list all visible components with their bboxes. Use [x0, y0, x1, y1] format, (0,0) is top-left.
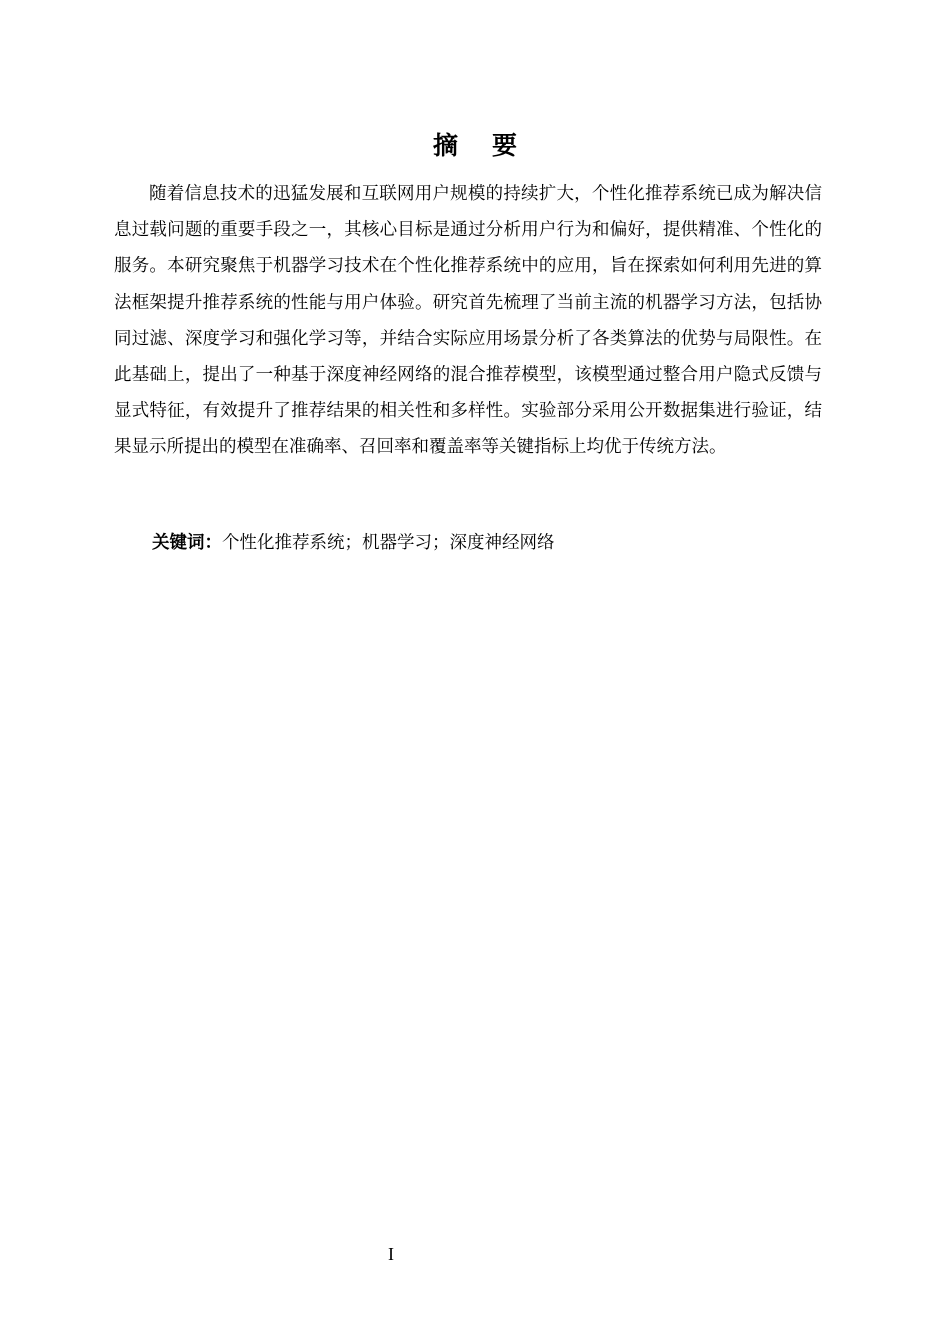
- keywords-items: 个性化推荐系统；机器学习；深度神经网络: [222, 533, 555, 553]
- keywords-line: [152, 525, 555, 561]
- page-number: I: [388, 1244, 394, 1264]
- keywords-label: 关键词：: [152, 533, 222, 553]
- abstract-title: 摘要: [432, 131, 551, 160]
- abstract-body: 随着信息技术的迅猛发展和互联网用户规模的持续扩大，个性化推荐系统已成为解决信息过载问题的重要手段之一，其核心目标是通过分析用户行为和偏好，提供精准、个性化的服务。本研究聚焦于机器学习技术在个性化推荐系统中的应用，旨在探索如何利用先进的算法框架提升推荐系统的性能与用户体验。研究首先梳理了当前主流的机器学习方法，包括协同过滤、深度学习和强化学习等，并结合实际应用场景分析了各类算法的优势与局限性。在此基础上，提出了一种基于深度神经网络的混合推荐模型，该模型通过整合用户隐式反馈与显式特征，有效提升了推荐结果的相关性和多样性。实验部分采用公开数据集进行验证，结果显示所提出的模型在准确率、召回率和覆盖率等关键指标上均优于传统方法。: [114, 184, 822, 458]
